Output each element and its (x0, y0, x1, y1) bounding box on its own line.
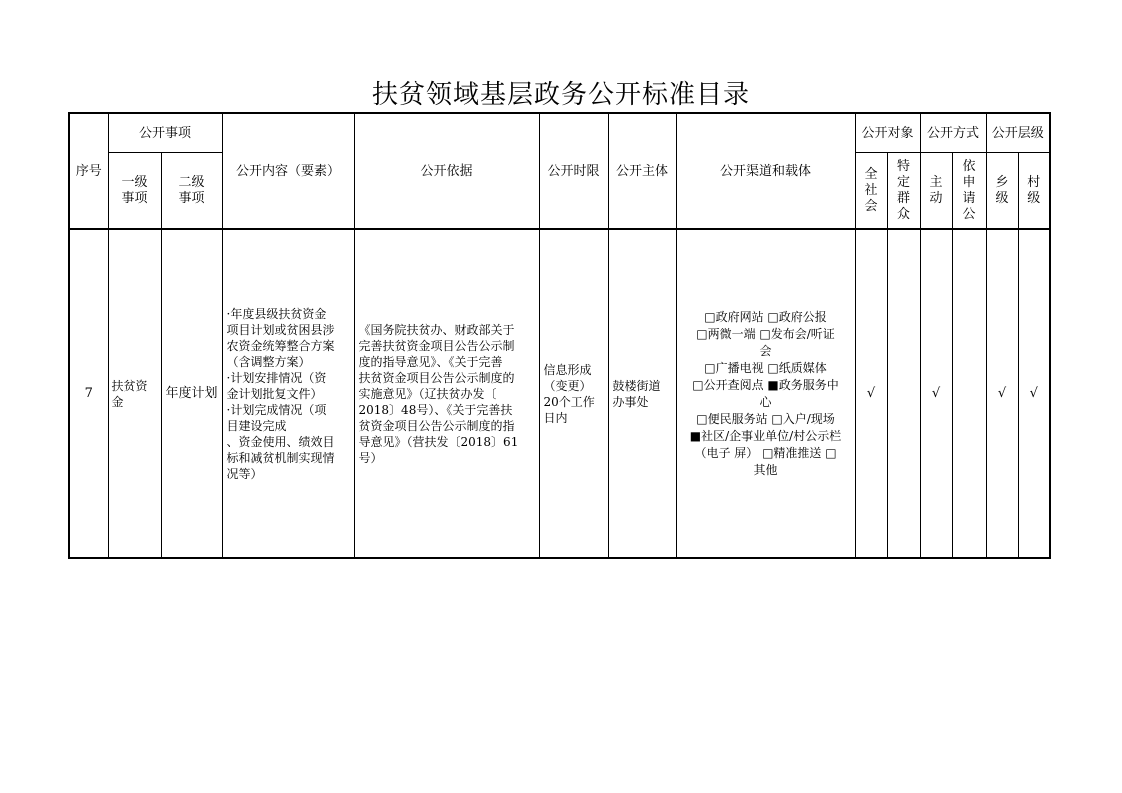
header-items: 公开事项 (108, 113, 222, 153)
basis-line: 扶贫资金项目公告公示制度的 (358, 370, 515, 385)
cell-time (539, 229, 608, 558)
header-time: 公开时限 (539, 113, 608, 229)
channel-line: 会 (759, 343, 772, 358)
cell-method-apply (952, 229, 986, 558)
content-line: 标和减贫机制实现情 (226, 450, 335, 465)
cell-level2: 年度计划 (161, 229, 222, 558)
cell-content (222, 229, 354, 558)
basis-line: 导意见》（营扶发〔2018〕61 (358, 434, 519, 449)
header-level-village: 村级 (1018, 153, 1050, 230)
header-method-active: 主动 (920, 153, 952, 230)
content-line: ·计划完成情况（项 (226, 402, 327, 417)
time-line: 20个工作 (543, 394, 595, 409)
basis-line: 完善扶贫资金项目公告公示制 (358, 338, 515, 353)
header-channel: 公开渠道和载体 (676, 113, 855, 229)
content-line: 金计划批复文件） (226, 386, 323, 401)
basis-line: 贫资金项目公告公示制度的指 (358, 418, 515, 433)
header-target: 公开对象 (855, 113, 920, 153)
header-level2: 二级事项 (161, 153, 222, 230)
cell-subject (608, 229, 676, 558)
channel-line: 其他 (753, 462, 778, 477)
header-level1: 一级事项 (108, 153, 161, 230)
cell-level1: 扶贫资金 (108, 229, 161, 558)
cell-seq: 7 (69, 229, 108, 558)
channel-line: 心 (759, 394, 772, 409)
basis-line: 号） (358, 450, 383, 465)
basis-line: 实施意见》（辽扶贫办发〔 (358, 386, 497, 401)
header-target-special: 特定群众 (887, 153, 920, 230)
channel-line: □政府网站 □政府公报 (704, 309, 827, 324)
cell-level-town: √ (986, 229, 1018, 558)
content-line: ·计划安排情况（资 (226, 370, 327, 385)
header-method-apply: 依申请公 (952, 153, 986, 230)
content-line: 目建设完成 (226, 418, 287, 433)
basis-line: 2018〕48号）、《关于完善扶 (358, 402, 513, 417)
catalog-table (68, 112, 1051, 559)
header-level-town: 乡级 (986, 153, 1018, 230)
header-content: 公开内容（要素） (222, 113, 354, 229)
content-line: （含调整方案） (226, 354, 311, 369)
content-line: 况等） (226, 466, 263, 481)
header-subject: 公开主体 (608, 113, 676, 229)
header-target-all: 全社会 (855, 153, 887, 230)
table-row (69, 229, 1050, 558)
time-line: 日内 (543, 410, 568, 425)
header-level: 公开层级 (986, 113, 1050, 153)
channel-line: □两微一端 □发布会/听证 (696, 326, 835, 341)
cell-target-special (887, 229, 920, 558)
channel-line: □便民服务站 □入户/现场 (696, 411, 835, 426)
header-method: 公开方式 (920, 113, 986, 153)
channel-line: □广播电视 □纸质媒体 (704, 360, 827, 375)
cell-target-all: √ (855, 229, 887, 558)
page-title: 扶贫领域基层政务公开标准目录 (371, 80, 750, 110)
cell-basis (354, 229, 539, 558)
channel-line: （电子 屏） □精准推送 □ (694, 445, 837, 460)
basis-line: 度的指导意见》、《关于完善 (358, 354, 503, 369)
cell-channels (676, 229, 855, 558)
content-line: 、资金使用、绩效目 (226, 434, 335, 449)
basis-line: 《国务院扶贫办、财政部关于 (358, 322, 515, 337)
header-basis: 公开依据 (354, 113, 539, 229)
cell-level-village: √ (1018, 229, 1050, 558)
content-line: ·年度县级扶贫资金 (226, 306, 327, 321)
channel-line: □公开查阅点 ■政务服务中 (692, 377, 839, 392)
content-line: 农资金统筹整合方案 (226, 338, 335, 353)
channel-line: ■社区/企事业单位/村公示栏 (689, 428, 842, 443)
content-line: 项目计划或贫困县涉 (226, 322, 335, 337)
time-line: （变更） (543, 378, 592, 393)
time-line: 信息形成 (543, 362, 592, 377)
cell-method-active: √ (920, 229, 952, 558)
header-seq: 序号 (69, 113, 108, 229)
subject-line: 办事处 (612, 394, 649, 409)
subject-line: 鼓楼街道 (612, 378, 661, 393)
